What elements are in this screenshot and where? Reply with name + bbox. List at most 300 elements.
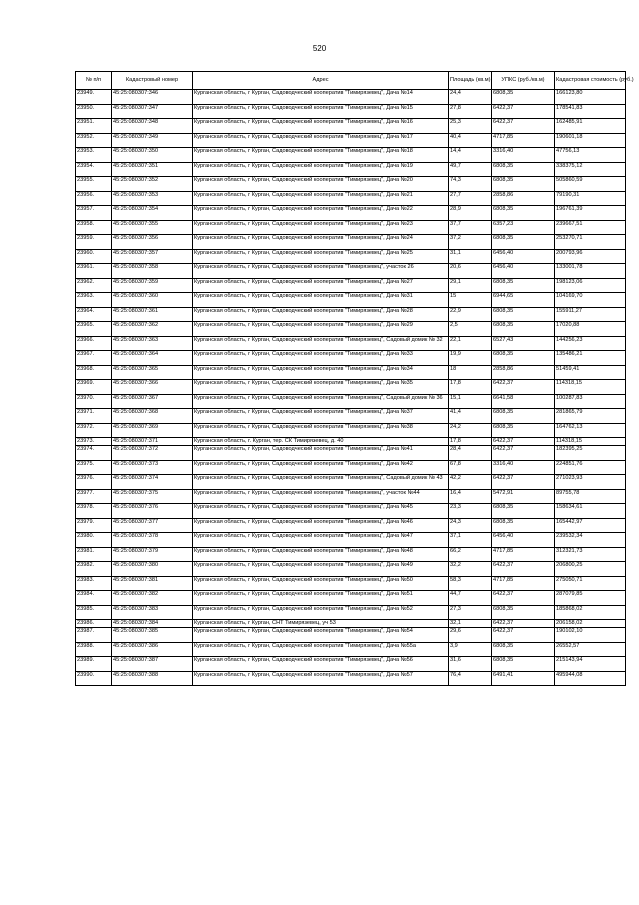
cell-address: Курганская область, г Курган, Садоводческий кооператив "Тимирязевец", Дача №47 [193,533,449,548]
table-row [76,322,626,337]
cell-num: 23971. [76,409,112,424]
cell-address: Курганская область, г Курган, Садоводческий кооператив "Тимирязевец", участок №44 [193,489,449,504]
cell-upks: 6808,35 [492,657,555,672]
cell-cadastral: 45:25:080307:347 [112,104,193,119]
cell-cost: 239667,51 [555,220,626,235]
cell-address: Курганская область, г Курган, Садоводческий кооператив "Тимирязевец", Садовый домик № 43 [193,475,449,490]
cell-upks: 6808,35 [492,518,555,533]
cell-area: 42,2 [449,475,492,490]
cell-upks: 6944,65 [492,293,555,308]
cell-upks: 4717,85 [492,576,555,591]
cell-cadastral: 45:25:080307:352 [112,177,193,192]
cell-num: 23964. [76,307,112,322]
cell-upks: 5472,91 [492,489,555,504]
cell-num: 23963. [76,293,112,308]
cell-area: 37,7 [449,220,492,235]
cell-cadastral: 45:25:080307:353 [112,191,193,206]
cell-area: 24,2 [449,423,492,438]
cell-num: 23970. [76,394,112,409]
cell-address: Курганская область, г Курган, Садоводческий кооператив "Тимирязевец", Дача №17 [193,133,449,148]
cell-upks: 6808,35 [492,504,555,519]
cell-address: Курганская область, г Курган, Садоводческий кооператив "Тимирязевец", Дача №33 [193,351,449,366]
table-row [76,249,626,264]
header-cost: Кадастровая стоимость (руб.) [555,72,626,90]
cell-upks: 6527,43 [492,336,555,351]
cell-cost: 206158,02 [555,620,626,628]
cell-num: 23974. [76,446,112,461]
table-row [76,365,626,380]
table-row [76,620,626,628]
cell-upks: 6808,35 [492,642,555,657]
table-row [76,220,626,235]
cell-num: 23953. [76,148,112,163]
cell-address: Курганская область, г Курган, Садоводческий кооператив "Тимирязевец", Дача №27 [193,278,449,293]
cell-cadastral: 45:25:080307:351 [112,162,193,177]
table-row [76,278,626,293]
table-row [76,133,626,148]
cell-area: 22,1 [449,336,492,351]
cell-area: 32,2 [449,562,492,577]
table-row [76,518,626,533]
cell-address: Курганская область, г Курган, Садоводческий кооператив "Тимирязевец", Дача №42 [193,460,449,475]
cell-upks: 6422,37 [492,446,555,461]
cell-cadastral: 45:25:080307:379 [112,547,193,562]
cell-num: 23981. [76,547,112,562]
cell-cadastral: 45:25:080307:383 [112,605,193,620]
cell-cadastral: 45:25:080307:364 [112,351,193,366]
cell-address: Курганская область, г Курган, Садоводческий кооператив "Тимирязевец", Дача №22 [193,206,449,221]
cell-upks: 6808,35 [492,322,555,337]
cell-address: Курганская область, г Курган, Садоводческий кооператив "Тимирязевец", Дача №24 [193,235,449,250]
cell-upks: 6808,35 [492,278,555,293]
table-header-row [76,72,626,90]
cell-upks: 6422,37 [492,620,555,628]
cell-area: 22,9 [449,307,492,322]
table-row [76,206,626,221]
cell-cadastral: 45:25:080307:366 [112,380,193,395]
table-row [76,576,626,591]
cell-area: 14,4 [449,148,492,163]
table-row [76,162,626,177]
cell-address: Курганская область, г Курган, Садоводческий кооператив "Тимирязевец", Дача №23 [193,220,449,235]
cell-address: Курганская область, г Курган, Садоводческий кооператив "Тимирязевец", Дача №31 [193,293,449,308]
table-row [76,489,626,504]
cell-address: Курганская область, г Курган, Садоводческий кооператив "Тимирязевец", Дача №46 [193,518,449,533]
table-row [76,533,626,548]
cell-num: 23961. [76,264,112,279]
cell-upks: 6808,35 [492,162,555,177]
cell-num: 23985. [76,605,112,620]
cell-area: 24,4 [449,90,492,105]
cell-cadastral: 45:25:080307:354 [112,206,193,221]
table-row [76,657,626,672]
cell-cadastral: 45:25:080307:376 [112,504,193,519]
cell-num: 23960. [76,249,112,264]
cell-cadastral: 45:25:080307:346 [112,90,193,105]
cell-cadastral: 45:25:080307:377 [112,518,193,533]
cell-address: Курганская область, г Курган, Садоводческий кооператив "Тимирязевец", Дача №15 [193,104,449,119]
cell-cadastral: 45:25:080307:348 [112,119,193,134]
cell-area: 25,3 [449,119,492,134]
cell-cadastral: 45:25:080307:382 [112,591,193,606]
cell-num: 23973. [76,438,112,446]
cell-upks: 4717,85 [492,133,555,148]
table-row [76,671,626,686]
cell-upks: 6491,41 [492,671,555,686]
cell-cost: 114318,15 [555,380,626,395]
cell-num: 23955. [76,177,112,192]
cell-cadastral: 45:25:080307:386 [112,642,193,657]
cell-cadastral: 45:25:080307:365 [112,365,193,380]
cell-address: Курганская область, г Курган, СНТ Тимирязевец, уч 53 [193,620,449,628]
cell-cost: 79190,31 [555,191,626,206]
cell-cost: 200793,96 [555,249,626,264]
cell-address: Курганская область, г Курган, Садоводческий кооператив "Тимирязевец", Дача №51 [193,591,449,606]
cell-cost: 135486,21 [555,351,626,366]
cell-num: 23987. [76,628,112,643]
cell-area: 15,1 [449,394,492,409]
cell-upks: 2858,86 [492,365,555,380]
cell-upks: 6422,37 [492,119,555,134]
cell-cost: 100287,83 [555,394,626,409]
table-row [76,351,626,366]
cell-upks: 6422,37 [492,562,555,577]
cell-cadastral: 45:25:080307:369 [112,423,193,438]
cell-area: 20,6 [449,264,492,279]
cell-num: 23950. [76,104,112,119]
cell-cost: 47756,13 [555,148,626,163]
cell-cost: 253270,71 [555,235,626,250]
cell-num: 23952. [76,133,112,148]
cell-address: Курганская область, г Курган, Садоводческий кооператив "Тимирязевец", Дача №35 [193,380,449,395]
cell-num: 23984. [76,591,112,606]
table-row [76,191,626,206]
cell-cadastral: 45:25:080307:367 [112,394,193,409]
cell-cadastral: 45:25:080307:361 [112,307,193,322]
cell-num: 23982. [76,562,112,577]
table-row [76,394,626,409]
cell-num: 23976. [76,475,112,490]
cell-upks: 6808,35 [492,235,555,250]
cell-cadastral: 45:25:080307:359 [112,278,193,293]
cell-address: Курганская область, г Курган, Садоводческий кооператив "Тимирязевец", Дача №14 [193,90,449,105]
table-row [76,380,626,395]
cell-area: 29,1 [449,278,492,293]
cell-cadastral: 45:25:080307:388 [112,671,193,686]
table-row [76,460,626,475]
table-row [76,90,626,105]
page-number: 520 [312,44,327,53]
header-address: Адрес [193,72,449,90]
cell-cadastral: 45:25:080307:349 [112,133,193,148]
cell-address: Курганская область, г Курган, Садоводческий кооператив "Тимирязевец", Дача №41 [193,446,449,461]
table-body [76,90,626,686]
cell-num: 23989. [76,657,112,672]
cell-area: 32,1 [449,620,492,628]
cell-address: Курганская область, г Курган, Садоводческий кооператив "Тимирязевец", Дача №20 [193,177,449,192]
cell-cadastral: 45:25:080307:378 [112,533,193,548]
cell-area: 28,9 [449,206,492,221]
table-row [76,293,626,308]
cell-cost: 224851,76 [555,460,626,475]
cell-address: Курганская область, г Курган, Садоводческий кооператив "Тимирязевец", Дача №37 [193,409,449,424]
cell-address: Курганская область, г. Курган, тер. СК Тимирязевец, д. 40 [193,438,449,446]
table-row [76,642,626,657]
cell-cost: 275050,71 [555,576,626,591]
cell-num: 23977. [76,489,112,504]
cell-area: 24,3 [449,518,492,533]
cell-upks: 6456,40 [492,533,555,548]
cell-num: 23966. [76,336,112,351]
cell-address: Курганская область, г Курган, Садоводческий кооператив "Тимирязевец", Дача №25 [193,249,449,264]
cell-cost: 338375,12 [555,162,626,177]
cell-num: 23975. [76,460,112,475]
table-row [76,177,626,192]
table-row [76,446,626,461]
cell-upks: 6422,37 [492,628,555,643]
cell-address: Курганская область, г Курган, Садоводческий кооператив "Тимирязевец", Дача №28 [193,307,449,322]
cell-cost: 271023,93 [555,475,626,490]
cell-address: Курганская область, г Курган, Садоводческий кооператив "Тимирязевец", Дача №38 [193,423,449,438]
cell-upks: 6357,23 [492,220,555,235]
cell-area: 66,2 [449,547,492,562]
cell-upks: 6641,58 [492,394,555,409]
cell-num: 23968. [76,365,112,380]
cell-address: Курганская область, г Курган, Садоводческий кооператив "Тимирязевец", Дача №19 [193,162,449,177]
cell-upks: 6422,37 [492,104,555,119]
table-row [76,475,626,490]
table-row [76,438,626,446]
table-row [76,119,626,134]
cell-upks: 2858,86 [492,191,555,206]
cell-upks: 6456,40 [492,264,555,279]
cell-address: Курганская область, г Курган, Садоводческий кооператив "Тимирязевец", Садовый домик № 32 [193,336,449,351]
cell-area: 41,4 [449,409,492,424]
cell-cadastral: 45:25:080307:355 [112,220,193,235]
cell-num: 23980. [76,533,112,548]
cell-upks: 6808,35 [492,351,555,366]
cell-cost: 190102,10 [555,628,626,643]
table-row [76,104,626,119]
cell-area: 28,4 [449,446,492,461]
cell-area: 27,7 [449,191,492,206]
table-row [76,409,626,424]
cell-area: 49,7 [449,162,492,177]
cell-cadastral: 45:25:080307:356 [112,235,193,250]
cell-upks: 6808,35 [492,307,555,322]
cell-area: 19,9 [449,351,492,366]
cell-address: Курганская область, г Курган, Садоводческий кооператив "Тимирязевец", Дача №48 [193,547,449,562]
cell-upks: 6808,35 [492,605,555,620]
cell-address: Курганская область, г Курган, Садоводческий кооператив "Тимирязевец", Дача №18 [193,148,449,163]
cell-address: Курганская область, г Курган, Садоводческий кооператив "Тимирязевец", Дача №45 [193,504,449,519]
cell-cadastral: 45:25:080307:358 [112,264,193,279]
table-row [76,336,626,351]
cell-cadastral: 45:25:080307:363 [112,336,193,351]
cell-num: 23988. [76,642,112,657]
cell-num: 23972. [76,423,112,438]
cell-area: 67,8 [449,460,492,475]
cell-cost: 166123,80 [555,90,626,105]
cell-address: Курганская область, г Курган, Садоводческий кооператив "Тимирязевец", участок 26 [193,264,449,279]
table-row [76,148,626,163]
cell-cadastral: 45:25:080307:374 [112,475,193,490]
cell-cost: 182395,25 [555,446,626,461]
cell-address: Курганская область, г Курган, Садоводческий кооператив "Тимирязевец", Дача №56 [193,657,449,672]
cell-cadastral: 45:25:080307:350 [112,148,193,163]
cell-cadastral: 45:25:080307:387 [112,657,193,672]
cell-cadastral: 45:25:080307:373 [112,460,193,475]
cell-cost: 158634,61 [555,504,626,519]
cell-area: 23,3 [449,504,492,519]
cell-cost: 51459,41 [555,365,626,380]
cell-cost: 190601,18 [555,133,626,148]
cell-num: 23962. [76,278,112,293]
table-row [76,628,626,643]
cell-area: 76,4 [449,671,492,686]
cell-cost: 165442,97 [555,518,626,533]
cell-upks: 6456,40 [492,249,555,264]
table-row [76,547,626,562]
cell-area: 27,3 [449,605,492,620]
cell-area: 31,1 [449,249,492,264]
cell-address: Курганская область, г Курган, Садоводческий кооператив "Тимирязевец", Садовый домик № 36 [193,394,449,409]
cell-area: 2,5 [449,322,492,337]
cell-cadastral: 45:25:080307:360 [112,293,193,308]
cell-cadastral: 45:25:080307:381 [112,576,193,591]
cell-address: Курганская область, г Курган, Садоводческий кооператив "Тимирязевец", Дача №54 [193,628,449,643]
cell-upks: 6808,35 [492,206,555,221]
header-cadastral: Кадастровый номер [112,72,193,90]
cell-num: 23986. [76,620,112,628]
table-row [76,235,626,250]
cell-cadastral: 45:25:080307:385 [112,628,193,643]
cell-area: 29,6 [449,628,492,643]
cell-area: 16,4 [449,489,492,504]
cell-cost: 206800,25 [555,562,626,577]
cell-cost: 239532,34 [555,533,626,548]
cell-cadastral: 45:25:080307:380 [112,562,193,577]
cell-area: 58,3 [449,576,492,591]
cell-cost: 495944,08 [555,671,626,686]
cell-address: Курганская область, г Курган, Садоводческий кооператив "Тимирязевец", Дача №29 [193,322,449,337]
cell-upks: 6808,35 [492,177,555,192]
cell-area: 3,9 [449,642,492,657]
cell-cost: 144256,23 [555,336,626,351]
cell-area: 37,1 [449,533,492,548]
cell-area: 37,2 [449,235,492,250]
cell-cost: 104169,70 [555,293,626,308]
cell-area: 17,8 [449,380,492,395]
cell-cost: 114318,15 [555,438,626,446]
cell-num: 23954. [76,162,112,177]
cell-cost: 164762,13 [555,423,626,438]
cell-num: 23951. [76,119,112,134]
cell-area: 18 [449,365,492,380]
cell-upks: 4717,85 [492,547,555,562]
cadastral-table [75,71,634,686]
cell-num: 23978. [76,504,112,519]
cell-cadastral: 45:25:080307:384 [112,620,193,628]
cell-cost: 312321,73 [555,547,626,562]
cell-address: Курганская область, г Курган, Садоводческий кооператив "Тимирязевец", Дача №52 [193,605,449,620]
cell-upks: 6422,37 [492,380,555,395]
cell-cost: 198123,06 [555,278,626,293]
cell-address: Курганская область, г Курган, Садоводческий кооператив "Тимирязевец", Дача №16 [193,119,449,134]
cell-upks: 3316,40 [492,460,555,475]
cell-cost: 196761,39 [555,206,626,221]
cell-cost: 281865,79 [555,409,626,424]
cell-upks: 6808,35 [492,423,555,438]
cell-num: 23983. [76,576,112,591]
cell-cost: 133001,78 [555,264,626,279]
cell-cost: 26552,57 [555,642,626,657]
cell-cadastral: 45:25:080307:368 [112,409,193,424]
cell-address: Курганская область, г Курган, Садоводческий кооператив "Тимирязевец", Дача №49 [193,562,449,577]
cell-upks: 6422,37 [492,438,555,446]
cell-cost: 89755,78 [555,489,626,504]
cell-cost: 162485,91 [555,119,626,134]
cell-cadastral: 45:25:080307:372 [112,446,193,461]
cell-cadastral: 45:25:080307:371 [112,438,193,446]
cell-cost: 17020,88 [555,322,626,337]
table-row [76,504,626,519]
header-area: Площадь (кв.м) [449,72,492,90]
cell-upks: 6808,35 [492,409,555,424]
table-row [76,591,626,606]
cell-upks: 6422,37 [492,475,555,490]
cell-area: 17,8 [449,438,492,446]
cell-num: 23958. [76,220,112,235]
cell-cadastral: 45:25:080307:357 [112,249,193,264]
cell-cadastral: 45:25:080307:362 [112,322,193,337]
cell-num: 23969. [76,380,112,395]
cell-area: 44,7 [449,591,492,606]
cell-num: 23965. [76,322,112,337]
cell-address: Курганская область, г Курган, Садоводческий кооператив "Тимирязевец", Дача №57 [193,671,449,686]
cell-area: 15 [449,293,492,308]
table-row [76,264,626,279]
cell-num: 23990. [76,671,112,686]
cell-upks: 6808,35 [492,90,555,105]
table-row [76,605,626,620]
cell-cost: 185868,02 [555,605,626,620]
cell-num: 23959. [76,235,112,250]
cell-address: Курганская область, г Курган, Садоводческий кооператив "Тимирязевец", Дача №55а [193,642,449,657]
cell-cost: 287079,85 [555,591,626,606]
cell-num: 23979. [76,518,112,533]
cell-area: 31,6 [449,657,492,672]
cell-num: 23956. [76,191,112,206]
table-row [76,307,626,322]
header-num: № п/п [76,72,112,90]
cell-num: 23957. [76,206,112,221]
header-upks: УПКС (руб./кв.м) [492,72,555,90]
cell-cost: 505860,59 [555,177,626,192]
table-row [76,423,626,438]
cell-address: Курганская область, г Курган, Садоводческий кооператив "Тимирязевец", Дача №50 [193,576,449,591]
cell-cost: 215143,94 [555,657,626,672]
cell-area: 27,8 [449,104,492,119]
cell-area: 40,4 [449,133,492,148]
cell-upks: 6422,37 [492,591,555,606]
cell-cadastral: 45:25:080307:375 [112,489,193,504]
cell-upks: 3316,40 [492,148,555,163]
cell-cost: 155911,27 [555,307,626,322]
cell-num: 23967. [76,351,112,366]
cell-area: 74,3 [449,177,492,192]
table-row [76,562,626,577]
